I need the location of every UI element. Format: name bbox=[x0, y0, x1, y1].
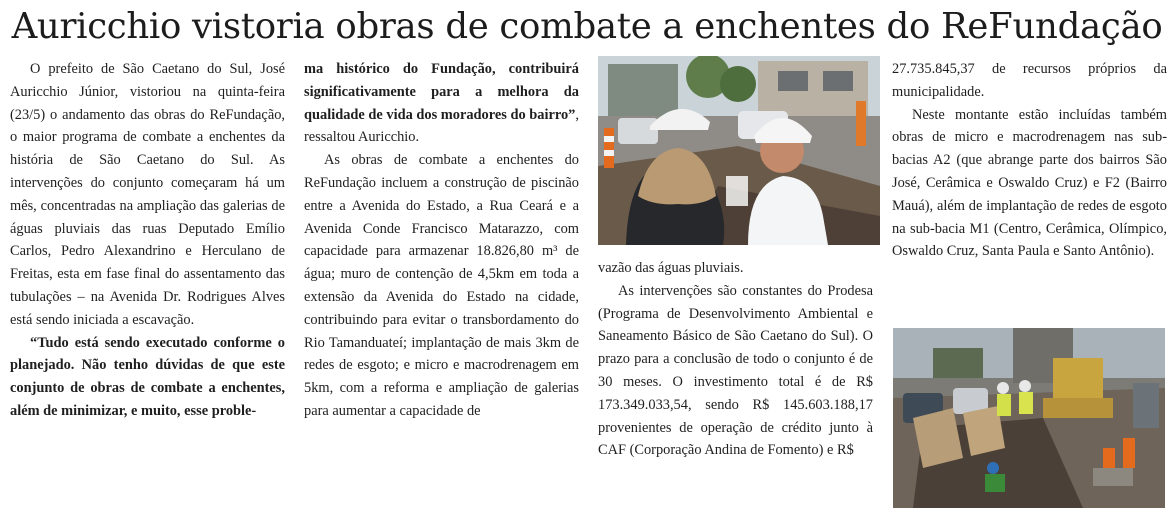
quote-text: ma histórico do Fundação, contribuirá significativamente para a melhora da qualidade de vida dos moradores do bairro” bbox=[304, 61, 579, 123]
paragraph: As obras de combate a enchentes do ReFundação incluem a construção de piscinão entre a Avenida do Estado, a Rua Ceará e a Avenida Conde Francisco Matarazzo, com capacidade para armazenar 18.826,80 m³ de água; muro de contenção de 4,5km em toda a extensão da Avenida do Estado na cidade, contribuindo para evitar o transbordamento do Rio Tamanduateí; implantação de mais 3km de redes de esgoto; e micro e macrodrenagem em 5km, com a reforma e ampliação de galerias para aumentar a capacidade de bbox=[304, 152, 579, 419]
quote-continuation bbox=[304, 58, 579, 149]
paragraph: As intervenções são constantes do Prodesa (Programa de Desenvolvimento Ambiental e Saneamento Básico de São Caetano do Sul). O prazo para a conclusão de todo o conjunto é de 30 meses. O investimento total é de R$ 173.349.033,54, sendo R$ 145.603.188,17 provenientes de operação de crédito junto à CAF (Corporação Andina de Fomento) e R$ bbox=[598, 282, 873, 459]
construction-site-photo-illustration bbox=[893, 328, 1165, 508]
article-column-2 bbox=[304, 58, 579, 423]
article-column-4 bbox=[892, 58, 1167, 263]
construction-site-photo bbox=[893, 328, 1165, 508]
paragraph: O prefeito de São Caetano do Sul, José Auricchio Júnior, vistoriou na quinta-feira (23/5) o andamento das obras do ReFundação, o maior programa de combate a enchentes da história de São Caetano do Sul. As intervenções do conjunto começaram há um mês, concentradas na ampliação das galerias de águas pluviais das ruas Deputado Emílio Carlos, Pedro Alexandrino e Herculano de Freitas, esta em fase final do assentamento das tubulações – na Avenida Dr. Rodrigues Alves está sendo iniciada a escavação. bbox=[10, 61, 285, 328]
quote-attribution: , ressaltou Auricchio. bbox=[304, 106, 579, 146]
article-column-1 bbox=[10, 58, 285, 423]
paragraph: 27.735.845,37 de recursos próprios da municipalidade. bbox=[892, 61, 1167, 100]
paragraph: Neste montante estão incluídas também obras de micro e macrodrenagem nas sub-bacias A2 (que abrange parte dos bairros São José, Cerâmica e Oswaldo Cruz) e F2 (Bairro Mauá), além de implantação de redes de esgoto na sub-bacia M1 (Centro, Cerâmica, Olímpico, Oswaldo Cruz, Santa Paula e Santo Antônio). bbox=[892, 106, 1167, 260]
paragraph: vazão das águas pluviais. bbox=[598, 260, 744, 276]
article-headline: Auricchio vistoria obras de combate a enchentes do ReFundação bbox=[11, 6, 1163, 47]
article-column-3 bbox=[598, 257, 873, 462]
inspection-photo bbox=[598, 56, 880, 245]
quote-paragraph: “Tudo está sendo executado conforme o planejado. Não tenho dúvidas de que este conjunto de obras de combate a enchentes, além de minimizar, e muito, esse proble- bbox=[10, 334, 285, 419]
inspection-photo-illustration bbox=[598, 56, 880, 245]
